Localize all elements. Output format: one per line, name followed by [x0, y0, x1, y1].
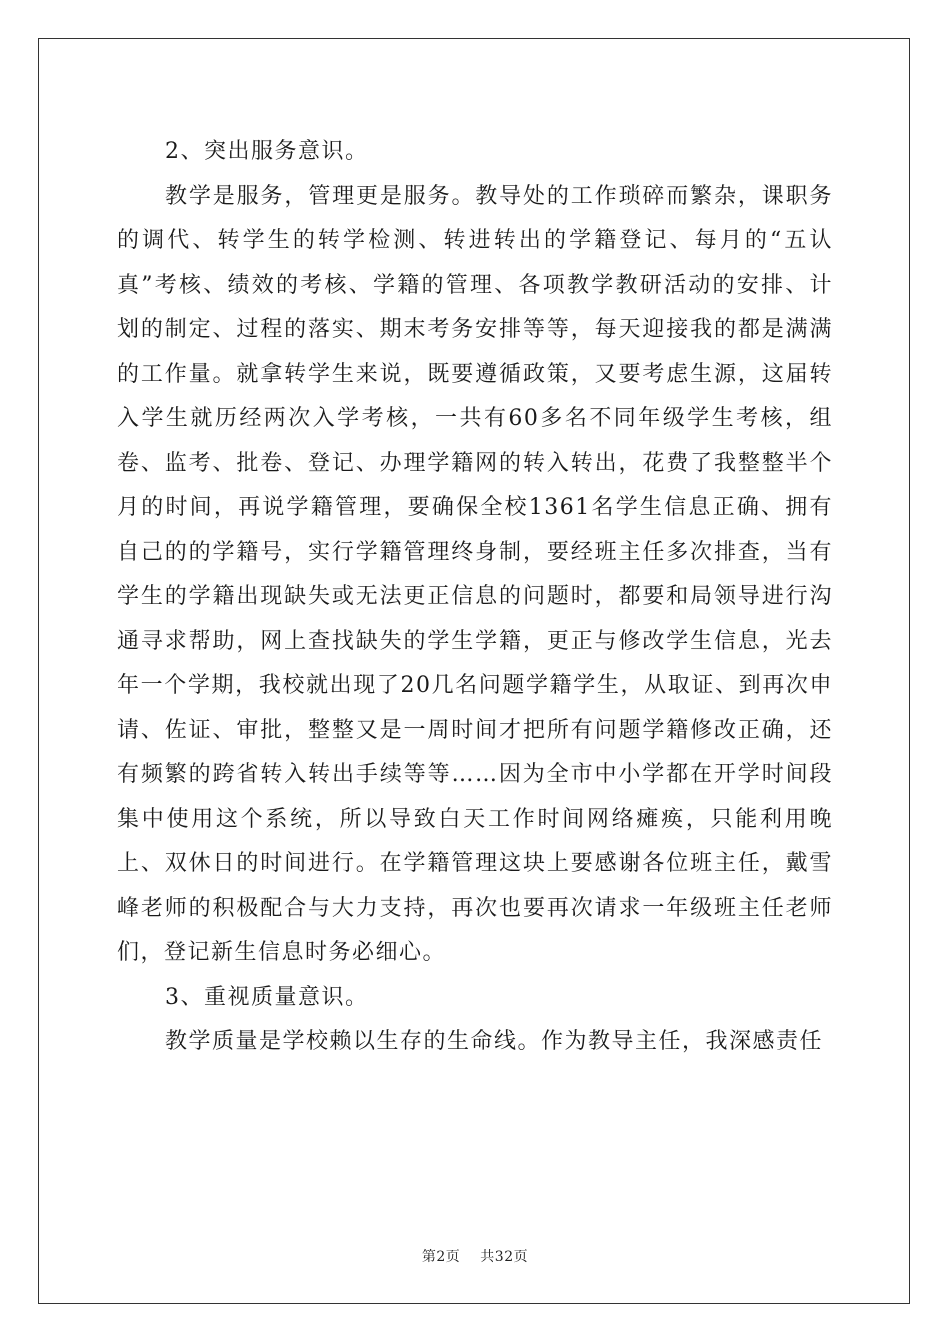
page-total: 共32页: [480, 1249, 529, 1265]
document-body: [117, 130, 833, 1065]
page-footer: [0, 1246, 950, 1266]
section-heading-3: 3、重视质量意识。: [165, 984, 369, 1010]
body-paragraph-service: 教学是服务，管理更是服务。教导处的工作琐碎而繁杂，课职务的调代、转学生的转学检测、转进转出的学籍登记、每月的“五认真”考核、绩效的考核、学籍的管理、各项教学教研活动的安排、计划的制定、过程的落实、期末考务安排等等，每天迎接我的都是满满的工作量。就拿转学生来说，既要遵循政策，又要考虑生源，这届转入学生就历经两次入学考核，一共有60多名不同年级学生考核，组卷、监考、批卷、登记、办理学籍网的转入转出，花费了我整整半个月的时间，再说学籍管理，要确保全校1361名学生信息正确、拥有自己的的学籍号，实行学籍管理终身制，要经班主任多次排查，当有学生的学籍出现缺失或无法更正信息的问题时，都要和局领导进行沟通寻求帮助，网上查找缺失的学生学籍，更正与修改学生信息，光去年一个学期，我校就出现了20几名问题学籍学生，从取证、到再次申请、佐证、审批，整整又是一周时间才把所有问题学籍修改正确，还有频繁的跨省转入转出手续等等……因为全市中小学都在开学时间段集中使用这个系统，所以导致白天工作时间网络瘫痪，只能利用晚上、双休日的时间进行。在学籍管理这块上要感谢各位班主任，戴雪峰老师的积极配合与大力支持，再次也要再次请求一年级班主任老师们，登记新生信息时务必细心。: [117, 183, 833, 965]
section-heading-2: 2、突出服务意识。: [165, 139, 369, 164]
body-paragraph-quality: 教学质量是学校赖以生存的生命线。作为教导主任，我深感责任: [165, 1029, 824, 1054]
page-number: 第2页: [421, 1249, 461, 1265]
